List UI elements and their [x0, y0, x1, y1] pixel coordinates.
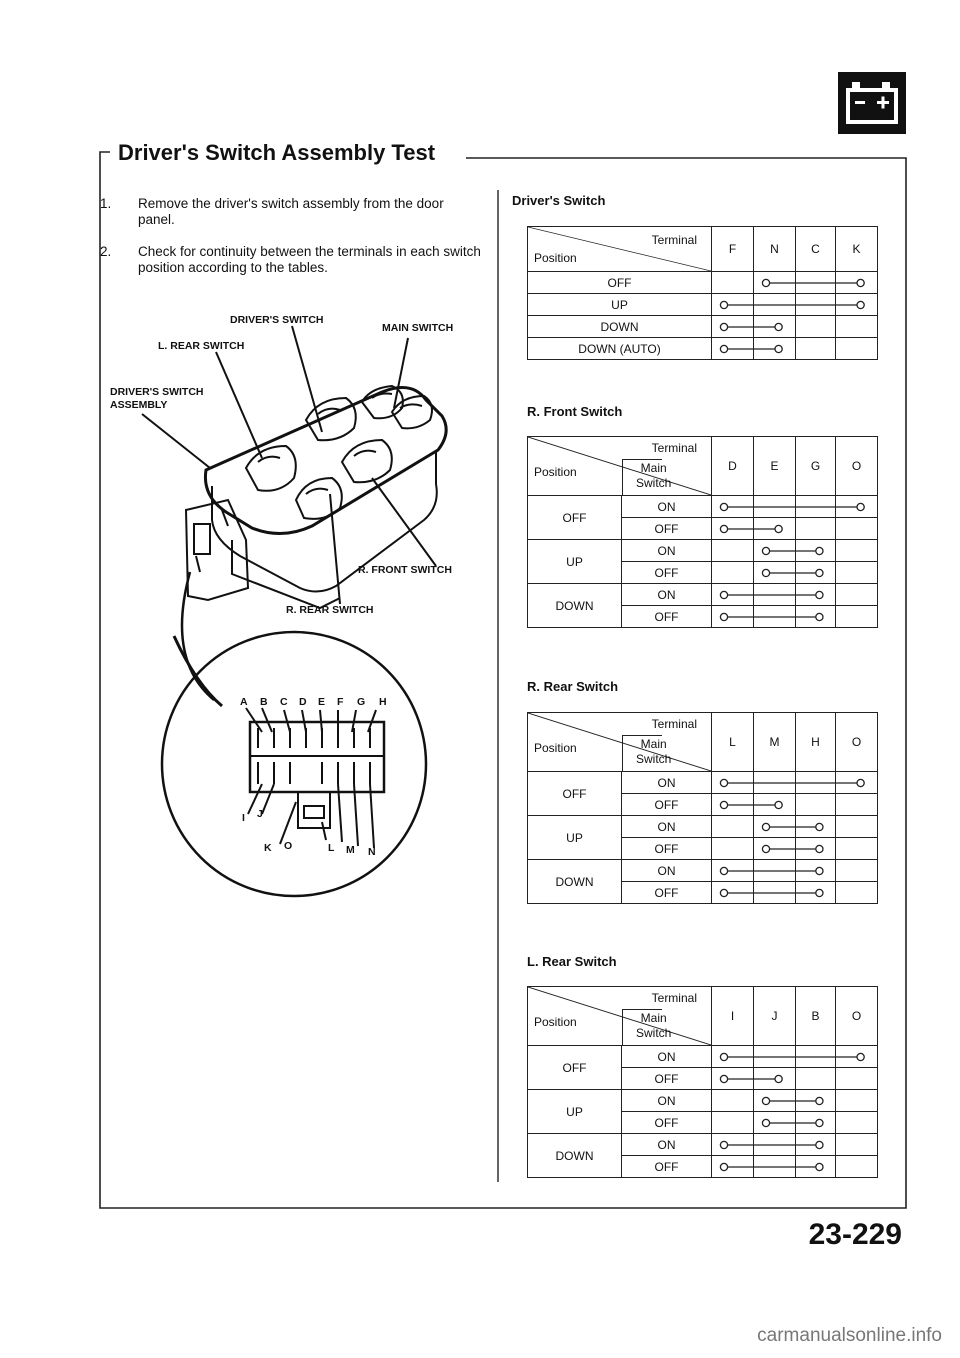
label-r-rear-switch: R. REAR SWITCH — [286, 604, 374, 616]
continuity-marker — [719, 1052, 866, 1062]
continuity-marker — [761, 568, 824, 578]
pin-e: E — [318, 696, 326, 708]
terminal-dot — [720, 1075, 727, 1082]
terminal-dot — [720, 867, 727, 874]
terminal-dot — [720, 779, 727, 786]
terminal-dot — [816, 1163, 823, 1170]
continuity-marker — [719, 888, 824, 898]
terminal-header: O — [836, 713, 878, 772]
pin-g: G — [357, 696, 366, 708]
continuity-marker — [719, 612, 824, 622]
terminal-header: L — [712, 713, 754, 772]
label-assembly-1: DRIVER'S SWITCH — [110, 386, 204, 398]
terminal-header: E — [754, 437, 796, 496]
terminal-dot — [720, 301, 727, 308]
l-rear-switch-title: L. Rear Switch — [527, 954, 617, 969]
main-switch-cell: OFF — [622, 606, 712, 628]
continuity-marker — [719, 502, 866, 512]
step-2-text: Check for continuity between the terminals in each switch position according to the tables. — [138, 244, 481, 275]
drivers-switch-title: Driver's Switch — [512, 193, 606, 208]
continuity-marker — [719, 300, 866, 310]
terminal-dot — [720, 613, 727, 620]
terminal-header: N — [754, 227, 796, 272]
terminal-dot — [816, 889, 823, 896]
terminal-dot — [775, 1075, 782, 1082]
position-cell: OFF — [528, 772, 622, 816]
drivers-switch-table — [527, 226, 878, 360]
position-label: Position — [534, 741, 577, 755]
terminal-header: C — [796, 227, 836, 272]
continuity-marker — [719, 800, 784, 810]
position-cell: OFF — [528, 272, 712, 294]
terminal-label: Terminal — [651, 717, 697, 731]
l-rear-switch-table — [527, 986, 878, 1178]
r-rear-switch-table — [527, 712, 878, 904]
terminal-dot — [775, 801, 782, 808]
pin-j: J — [257, 808, 263, 820]
main-switch-cell: OFF — [622, 562, 712, 584]
position-cell: OFF — [528, 496, 622, 540]
terminal-dot — [762, 823, 769, 830]
terminal-dot — [816, 845, 823, 852]
terminal-dot — [857, 1053, 864, 1060]
terminal-dot — [816, 547, 823, 554]
rrear-header-corner — [528, 713, 712, 772]
continuity-marker — [719, 590, 824, 600]
terminal-dot — [816, 1097, 823, 1104]
terminal-dot — [816, 823, 823, 830]
terminal-dot — [857, 779, 864, 786]
main-switch-cell: ON — [622, 584, 712, 606]
main-switch-cell: ON — [622, 772, 712, 794]
main-switch-cell: ON — [622, 816, 712, 838]
terminal-dot — [720, 1141, 727, 1148]
position-cell: UP — [528, 540, 622, 584]
terminal-dot — [857, 301, 864, 308]
main-switch-cell: OFF — [622, 882, 712, 904]
main-switch-label: Main Switch — [636, 461, 672, 490]
label-drivers-switch: DRIVER'S SWITCH — [230, 314, 324, 326]
position-cell: DOWN — [528, 584, 622, 628]
pin-c: C — [280, 696, 288, 708]
main-switch-cell: OFF — [622, 838, 712, 860]
terminal-header: O — [836, 437, 878, 496]
position-cell: DOWN (AUTO) — [528, 338, 712, 360]
r-rear-switch-title: R. Rear Switch — [527, 679, 619, 694]
terminal-dot — [762, 1119, 769, 1126]
main-switch-cell: ON — [622, 540, 712, 562]
terminal-header: F — [712, 227, 754, 272]
continuity-marker — [719, 1074, 784, 1084]
r-front-switch-table — [527, 436, 878, 628]
terminal-header: J — [754, 987, 796, 1046]
main-switch-cell: OFF — [622, 518, 712, 540]
lrear-header-corner — [528, 987, 712, 1046]
continuity-marker — [719, 1140, 824, 1150]
continuity-marker — [761, 844, 824, 854]
terminal-header: H — [796, 713, 836, 772]
terminal-dot — [857, 503, 864, 510]
pin-b: B — [260, 696, 268, 708]
position-cell: DOWN — [528, 1134, 622, 1178]
main-switch-cell: ON — [622, 496, 712, 518]
terminal-dot — [720, 591, 727, 598]
r-front-switch-title: R. Front Switch — [527, 404, 623, 419]
label-l-rear-switch: L. REAR SWITCH — [158, 340, 245, 352]
terminal-label: Terminal — [651, 233, 697, 247]
terminal-dot — [857, 279, 864, 286]
position-cell: DOWN — [528, 860, 622, 904]
position-label: Position — [534, 251, 577, 265]
pin-f: F — [337, 696, 344, 708]
label-main-switch: MAIN SWITCH — [382, 322, 454, 334]
pin-o: O — [284, 840, 293, 852]
terminal-dot — [816, 1141, 823, 1148]
terminal-dot — [775, 345, 782, 352]
position-label: Position — [534, 465, 577, 479]
terminal-dot — [762, 845, 769, 852]
terminal-dot — [720, 1053, 727, 1060]
terminal-dot — [816, 867, 823, 874]
main-switch-cell: ON — [622, 1134, 712, 1156]
terminal-dot — [720, 889, 727, 896]
terminal-dot — [775, 323, 782, 330]
pin-k: K — [264, 842, 272, 854]
terminal-dot — [720, 525, 727, 532]
pin-h: H — [379, 696, 387, 708]
position-cell: UP — [528, 1090, 622, 1134]
main-switch-label: Main Switch — [636, 1011, 672, 1040]
switch-assembly-drawing — [0, 0, 500, 960]
terminal-header: O — [836, 987, 878, 1046]
terminal-header: G — [796, 437, 836, 496]
terminal-dot — [762, 1097, 769, 1104]
main-switch-cell: OFF — [622, 1156, 712, 1178]
page-number: 23-229 — [808, 1218, 902, 1251]
pin-d: D — [299, 696, 307, 708]
terminal-dot — [816, 591, 823, 598]
terminal-dot — [762, 547, 769, 554]
main-switch-cell: OFF — [622, 1068, 712, 1090]
terminal-dot — [720, 1163, 727, 1170]
terminal-dot — [775, 525, 782, 532]
continuity-marker — [761, 278, 866, 288]
terminal-header: B — [796, 987, 836, 1046]
continuity-marker — [761, 546, 824, 556]
terminal-header: I — [712, 987, 754, 1046]
continuity-marker — [719, 344, 784, 354]
label-assembly-2: ASSEMBLY — [110, 399, 168, 411]
continuity-marker — [719, 778, 866, 788]
continuity-marker — [719, 524, 784, 534]
pin-i: I — [242, 812, 245, 824]
continuity-marker — [719, 322, 784, 332]
continuity-marker — [719, 866, 824, 876]
terminal-dot — [816, 613, 823, 620]
pin-a: A — [240, 696, 248, 708]
position-cell: DOWN — [528, 316, 712, 338]
position-cell: UP — [528, 294, 712, 316]
watermark: carmanualsonline.info — [757, 1325, 942, 1346]
step-1-text: Remove the driver's switch assembly from the door panel. — [138, 196, 444, 227]
terminal-dot — [720, 503, 727, 510]
main-switch-cell: OFF — [622, 1112, 712, 1134]
main-switch-label: Main Switch — [636, 737, 672, 766]
terminal-dot — [762, 279, 769, 286]
label-r-front-switch: R. FRONT SWITCH — [358, 564, 452, 576]
pin-l: L — [328, 842, 335, 854]
position-cell: OFF — [528, 1046, 622, 1090]
terminal-label: Terminal — [651, 991, 697, 1005]
terminal-dot — [720, 345, 727, 352]
continuity-marker — [761, 1118, 824, 1128]
continuity-marker — [761, 822, 824, 832]
terminal-dot — [720, 323, 727, 330]
terminal-header: M — [754, 713, 796, 772]
terminal-header: K — [836, 227, 878, 272]
main-switch-cell: OFF — [622, 794, 712, 816]
main-switch-cell: ON — [622, 1090, 712, 1112]
terminal-dot — [762, 569, 769, 576]
main-switch-cell: ON — [622, 860, 712, 882]
terminal-dot — [816, 569, 823, 576]
main-switch-cell: ON — [622, 1046, 712, 1068]
page-title: Driver's Switch Assembly Test — [118, 140, 436, 165]
step-2-number: 2. — [100, 244, 112, 259]
position-label: Position — [534, 1015, 577, 1029]
rfront-header-corner — [528, 437, 712, 496]
pin-m: M — [346, 844, 355, 856]
drivers-header-corner — [528, 227, 712, 272]
continuity-marker — [719, 1162, 824, 1172]
terminal-header: D — [712, 437, 754, 496]
terminal-dot — [720, 801, 727, 808]
continuity-marker — [761, 1096, 824, 1106]
pin-n: N — [368, 846, 376, 858]
position-cell: UP — [528, 816, 622, 860]
step-1-number: 1. — [100, 196, 112, 211]
terminal-dot — [816, 1119, 823, 1126]
terminal-label: Terminal — [651, 441, 697, 455]
